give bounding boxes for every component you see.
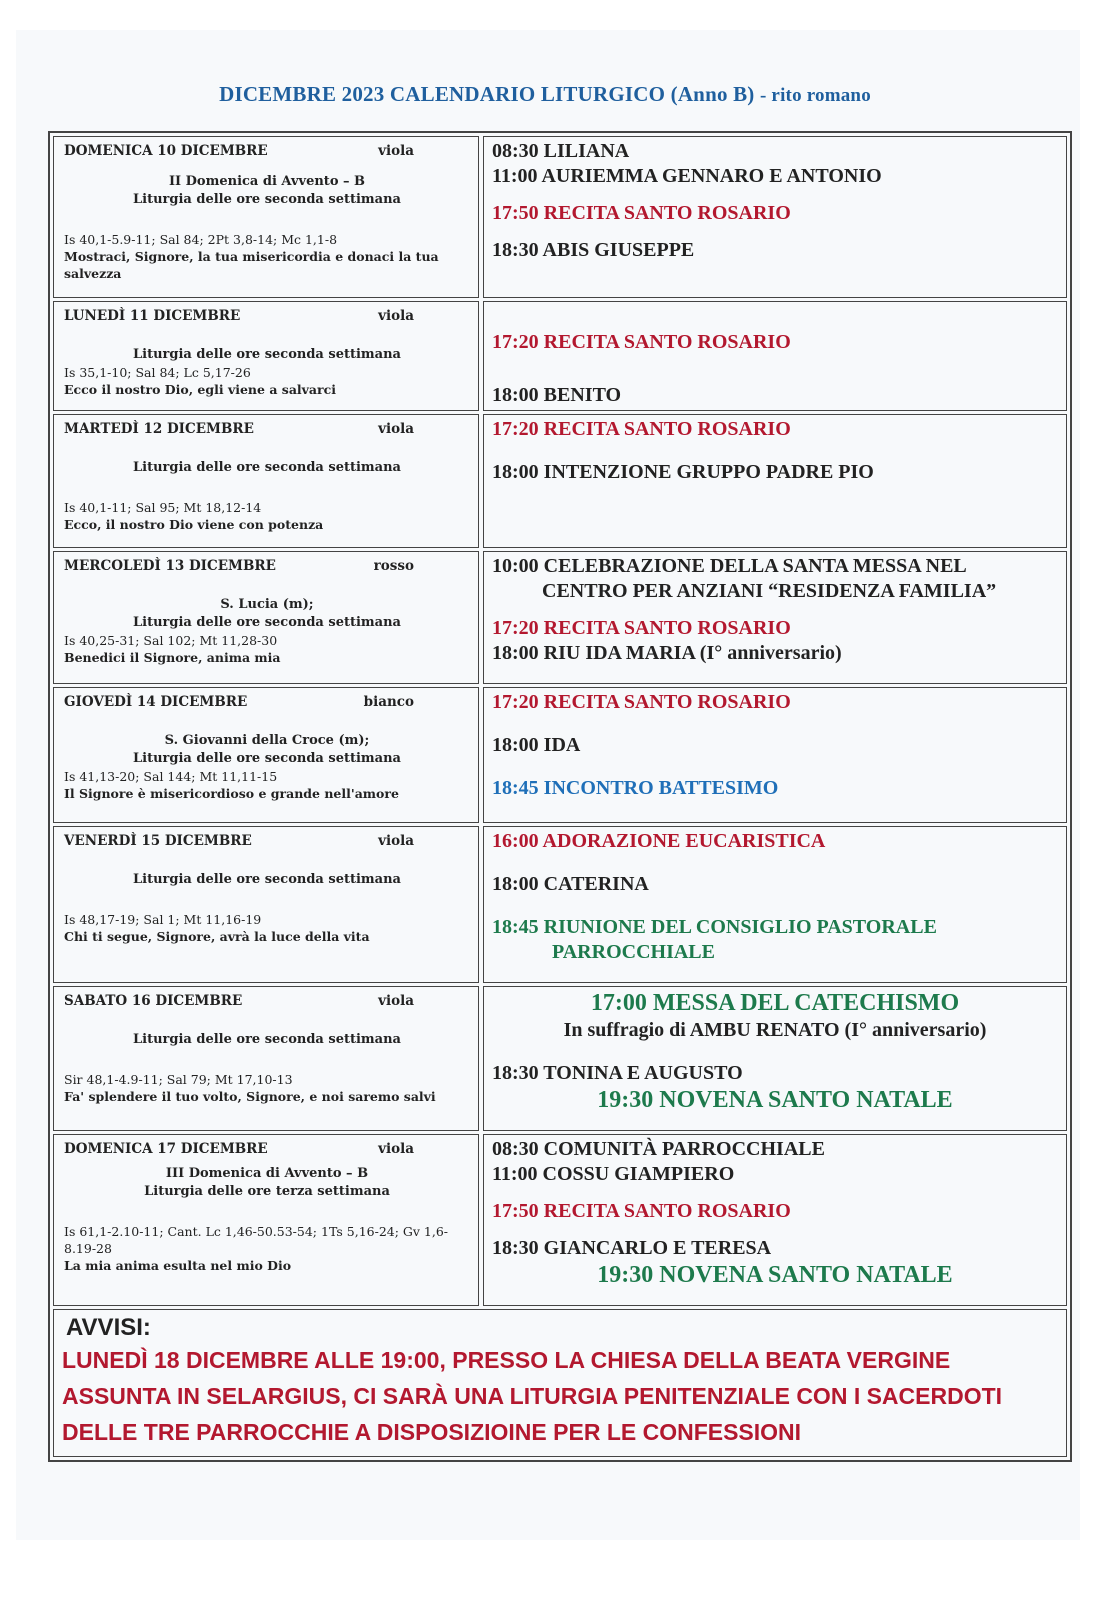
- events-cell: [483, 301, 1067, 411]
- liturgy-cell: [53, 136, 479, 298]
- celebration: II Domenica di Avvento – B: [168, 174, 366, 189]
- events-cell: [483, 414, 1067, 548]
- notices-heading: AVVISI:: [66, 1314, 151, 1341]
- event: 18:30 ABIS GIUSEPPE: [492, 239, 695, 261]
- readings: Is 40,1-5.9-11; Sal 84; 2Pt 3,8-14; Mc 1,1-8: [64, 232, 338, 247]
- liturgy-hours: Liturgia delle ore seconda settimana: [133, 460, 401, 475]
- notices-box: [53, 1309, 1067, 1457]
- day-label: VENERDÌ 15 DICEMBRE: [64, 833, 252, 849]
- event: 08:30 LILIANA: [492, 140, 630, 162]
- readings: Is 35,1-10; Sal 84; Lc 5,17-26: [64, 365, 251, 380]
- day-label: MERCOLEDÌ 13 DICEMBRE: [64, 558, 276, 574]
- liturgical-color: viola: [378, 421, 414, 437]
- event-suffrage: In suffragio di AMBU RENATO (I° anniversario): [563, 1019, 987, 1041]
- antiphon: Benedici il Signore, anima mia: [64, 650, 281, 665]
- calendar-table: [48, 131, 1072, 1462]
- readings: Is 61,1-2.10-11; Cant. Lc 1,46-50.53-54; 1Ts 5,16-24; Gv 1,6-8.19-28: [64, 1224, 449, 1256]
- day-row: [53, 1134, 1067, 1306]
- day-row: [53, 414, 1067, 548]
- liturgy-hours: Liturgia delle ore terza settimana: [144, 1184, 390, 1199]
- liturgical-color: viola: [378, 1141, 414, 1157]
- readings: Is 40,1-11; Sal 95; Mt 18,12-14: [64, 500, 262, 515]
- day-row: [53, 136, 1067, 298]
- event: 08:30 COMUNITÀ PARROCCHIALE: [492, 1138, 825, 1160]
- event-continuation: PARROCCHIALE: [552, 941, 715, 963]
- antiphon: Il Signore è misericordioso e grande nell'amore: [64, 786, 399, 801]
- event-rosary: 17:20 RECITA SANTO ROSARIO: [492, 691, 791, 713]
- event: 18:00 RIU IDA MARIA (I° anniversario): [492, 642, 842, 664]
- antiphon: Ecco il nostro Dio, egli viene a salvarci: [64, 382, 336, 397]
- day-row: [53, 301, 1067, 411]
- liturgical-color: bianco: [363, 694, 414, 710]
- event-rosary: 17:50 RECITA SANTO ROSARIO: [492, 202, 791, 224]
- day-row: [53, 826, 1067, 983]
- event-adoration: 16:00 ADORAZIONE EUCARISTICA: [492, 830, 826, 852]
- liturgy-hours: Liturgia delle ore seconda settimana: [133, 751, 401, 766]
- event: 18:00 INTENZIONE GRUPPO PADRE PIO: [492, 461, 874, 483]
- day-row: [53, 551, 1067, 684]
- event-baptism: 18:45 INCONTRO BATTESIMO: [492, 777, 779, 799]
- readings: Is 48,17-19; Sal 1; Mt 11,16-19: [64, 912, 262, 927]
- liturgical-color: rosso: [373, 558, 414, 574]
- page-title: [0, 82, 1090, 107]
- events-cell: [483, 687, 1067, 823]
- event: 11:00 AURIEMMA GENNARO E ANTONIO: [492, 165, 882, 187]
- antiphon: Fa' splendere il tuo volto, Signore, e noi saremo salvi: [64, 1089, 436, 1104]
- day-row: [53, 687, 1067, 823]
- liturgical-color: viola: [378, 993, 414, 1009]
- event-novena: 19:30 NOVENA SANTO NATALE: [597, 1087, 953, 1113]
- day-label: DOMENICA 17 DICEMBRE: [64, 1141, 268, 1157]
- celebration: S. Lucia (m);: [220, 597, 314, 612]
- liturgy-hours: Liturgia delle ore seconda settimana: [133, 347, 401, 362]
- liturgy-hours: Liturgia delle ore seconda settimana: [133, 192, 401, 207]
- notice-line: ASSUNTA IN SELARGIUS, CI SARÀ UNA LITURGIA PENITENZIALE CON I SACERDOTI: [62, 1383, 1003, 1409]
- antiphon: La mia anima esulta nel mio Dio: [64, 1258, 292, 1273]
- liturgy-hours: Liturgia delle ore seconda settimana: [133, 872, 401, 887]
- day-label: GIOVEDÌ 14 DICEMBRE: [64, 694, 248, 710]
- event: 11:00 COSSU GIAMPIERO: [492, 1163, 735, 1185]
- event: 18:30 GIANCARLO E TERESA: [492, 1237, 772, 1259]
- liturgical-color: viola: [378, 143, 414, 159]
- day-label: LUNEDÌ 11 DICEMBRE: [64, 308, 241, 324]
- readings: Is 40,25-31; Sal 102; Mt 11,28-30: [64, 633, 278, 648]
- liturgy-cell: [53, 414, 479, 548]
- liturgical-color: viola: [378, 308, 414, 324]
- events-cell: [483, 551, 1067, 684]
- event-novena: 19:30 NOVENA SANTO NATALE: [597, 1262, 953, 1288]
- title-main: DICEMBRE 2023 CALENDARIO LITURGICO (Anno B): [219, 82, 755, 106]
- events-cell: [483, 136, 1067, 298]
- liturgy-cell: [53, 986, 479, 1131]
- title-rite: - rito romano: [759, 85, 871, 106]
- liturgy-cell: [53, 687, 479, 823]
- events-cell: [483, 1134, 1067, 1306]
- liturgy-cell: [53, 826, 479, 983]
- antiphon: Mostraci, Signore, la tua misericordia e donaci la tua salvezza: [64, 249, 439, 281]
- liturgy-cell: [53, 301, 479, 411]
- events-cell: [483, 826, 1067, 983]
- antiphon: Chi ti segue, Signore, avrà la luce della vita: [64, 929, 370, 944]
- event-rosary: 17:50 RECITA SANTO ROSARIO: [492, 1200, 791, 1222]
- notice-text: [62, 1342, 1060, 1450]
- celebration: III Domenica di Avvento – B: [165, 1166, 369, 1181]
- events-cell: [483, 986, 1067, 1131]
- event: 18:30 TONINA E AUGUSTO: [492, 1062, 743, 1084]
- event: 18:00 IDA: [492, 734, 581, 756]
- antiphon: Ecco, il nostro Dio viene con potenza: [64, 517, 324, 532]
- event: 18:00 BENITO: [492, 384, 622, 406]
- readings: Sir 48,1-4.9-11; Sal 79; Mt 17,10-13: [64, 1072, 293, 1087]
- liturgical-color: viola: [378, 833, 414, 849]
- notice-line: LUNEDÌ 18 DICEMBRE ALLE 19:00, PRESSO LA CHIESA DELLA BEATA VERGINE: [62, 1347, 951, 1373]
- day-label: DOMENICA 10 DICEMBRE: [64, 143, 268, 159]
- event-catechism-mass: 17:00 MESSA DEL CATECHISMO: [590, 990, 960, 1016]
- liturgy-hours: Liturgia delle ore seconda settimana: [133, 1032, 401, 1047]
- day-row: [53, 986, 1067, 1131]
- liturgy-hours: Liturgia delle ore seconda settimana: [133, 615, 401, 630]
- event-rosary: 17:20 RECITA SANTO ROSARIO: [492, 331, 791, 353]
- celebration: S. Giovanni della Croce (m);: [164, 733, 370, 748]
- notice-line: DELLE TRE PARROCCHIE A DISPOSIZIOINE PER LE CONFESSIONI: [62, 1419, 802, 1445]
- event: 18:00 CATERINA: [492, 873, 649, 895]
- event-rosary: 17:20 RECITA SANTO ROSARIO: [492, 617, 791, 639]
- event: 10:00 CELEBRAZIONE DELLA SANTA MESSA NEL: [492, 555, 967, 577]
- liturgy-cell: [53, 1134, 479, 1306]
- day-label: SABATO 16 DICEMBRE: [64, 993, 243, 1009]
- liturgy-cell: [53, 551, 479, 684]
- event-continuation: CENTRO PER ANZIANI “RESIDENZA FAMILIA”: [542, 580, 997, 602]
- day-label: MARTEDÌ 12 DICEMBRE: [64, 421, 254, 437]
- readings: Is 41,13-20; Sal 144; Mt 11,11-15: [64, 769, 278, 784]
- event-council: 18:45 RIUNIONE DEL CONSIGLIO PASTORALE: [492, 916, 937, 938]
- event-rosary: 17:20 RECITA SANTO ROSARIO: [492, 418, 791, 440]
